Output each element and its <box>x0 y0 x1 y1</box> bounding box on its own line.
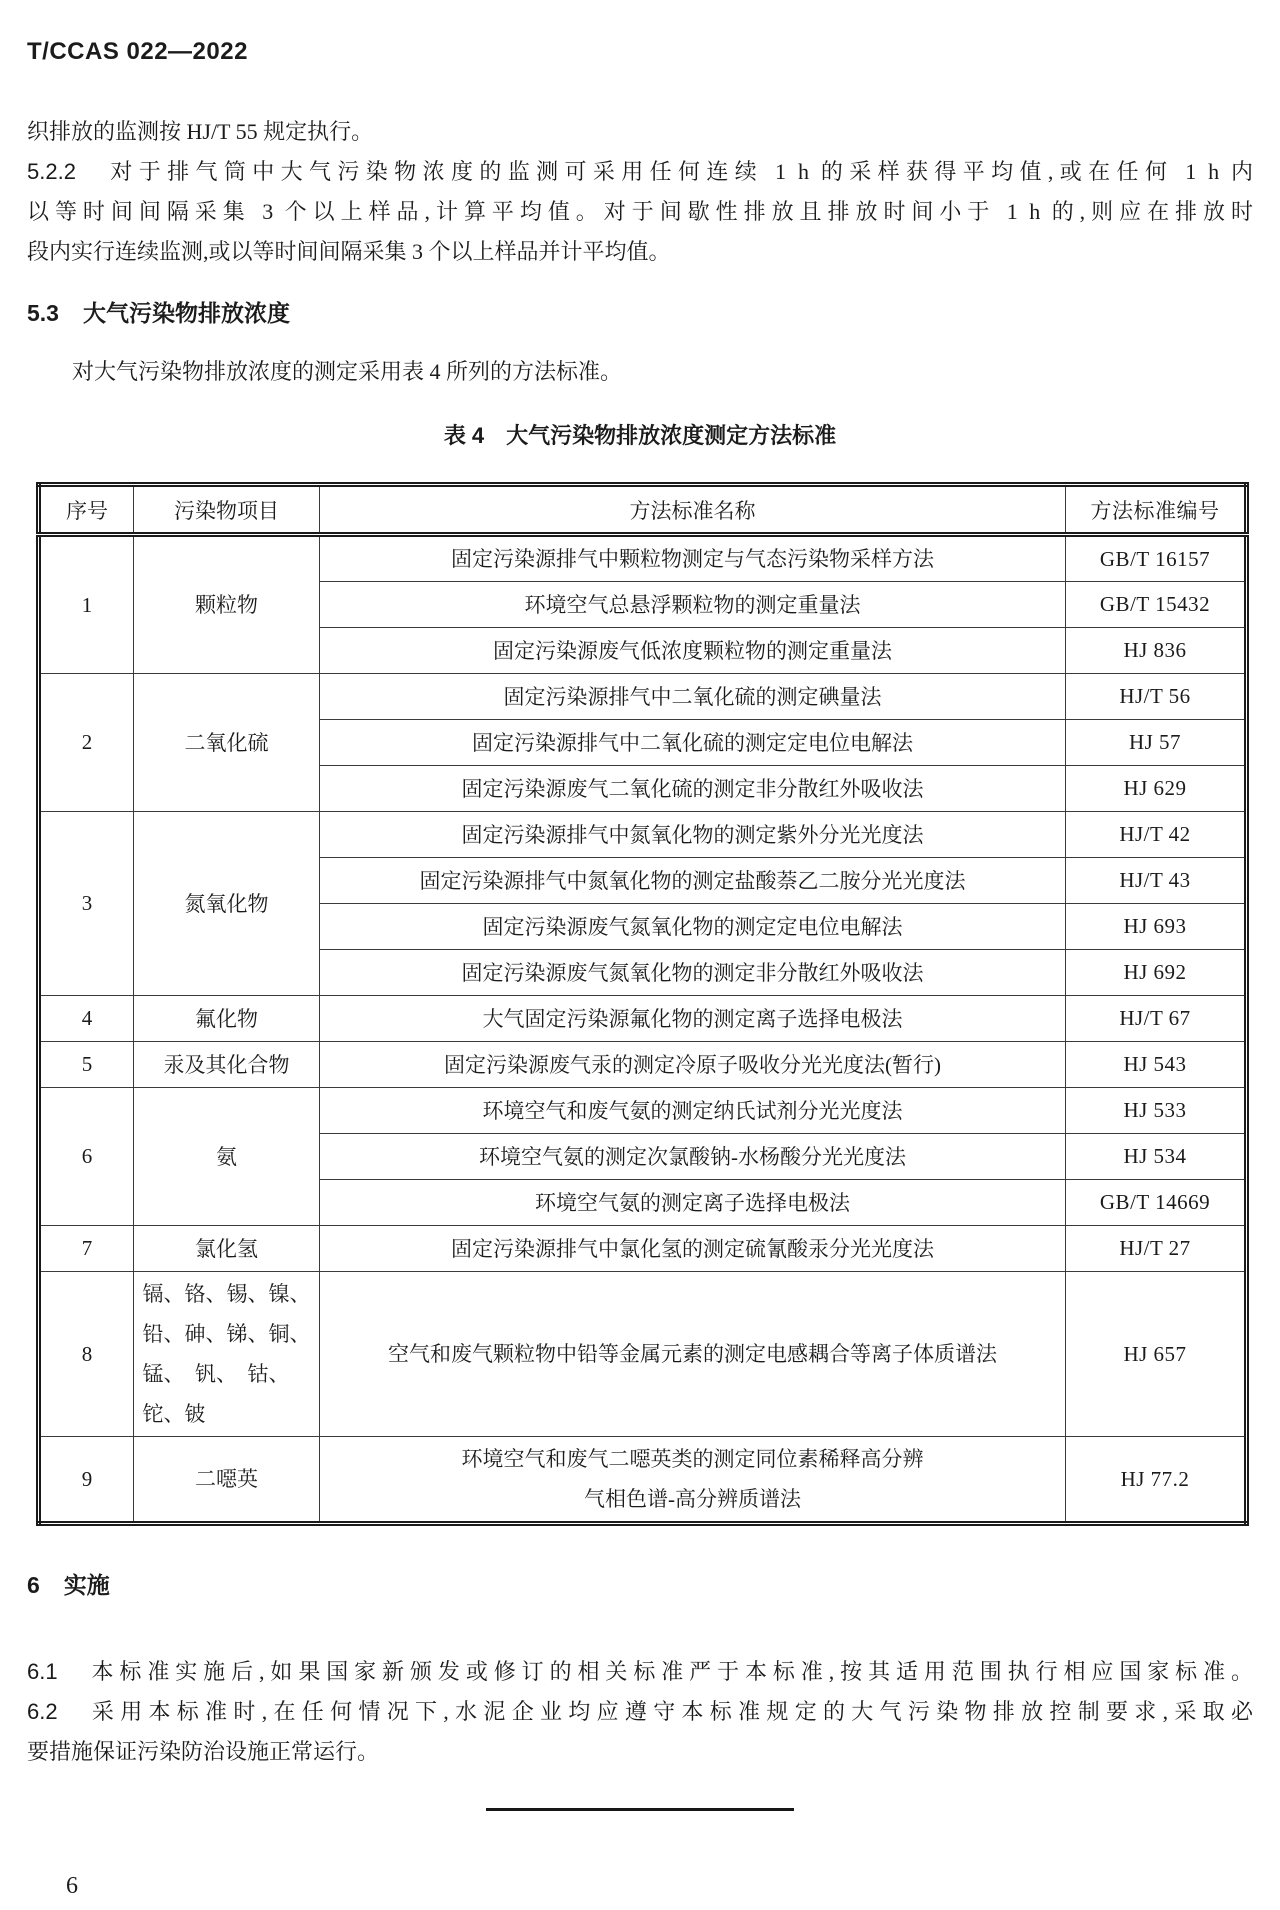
table-row <box>39 1272 1247 1437</box>
method-name-cell: 环境空气氨的测定离子选择电极法 <box>320 1180 1066 1226</box>
clause-number: 6.1 <box>27 1659 58 1684</box>
col-header-method-name: 方法标准名称 <box>320 485 1066 535</box>
page-number: 6 <box>66 1873 78 1899</box>
pollutant-cell: 氯化氢 <box>134 1226 320 1272</box>
method-name-cell: 固定污染源排气中颗粒物测定与气态污染物采样方法 <box>320 535 1066 582</box>
table-row <box>39 535 1247 582</box>
method-name-cell: 固定污染源废气氮氧化物的测定非分散红外吸收法 <box>320 950 1066 996</box>
method-name-cell: 固定污染源废气氮氧化物的测定定电位电解法 <box>320 904 1066 950</box>
col-header-method-code: 方法标准编号 <box>1066 485 1247 535</box>
table-intro-sentence: 对大气污染物排放浓度的测定采用表 4 所列的方法标准。 <box>72 359 623 384</box>
method-code-cell: HJ 57 <box>1066 720 1247 766</box>
method-name-cell: 环境空气和废气氨的测定纳氏试剂分光光度法 <box>320 1088 1066 1134</box>
method-name-cell: 固定污染源废气汞的测定冷原子吸收分光光度法(暂行) <box>320 1042 1066 1088</box>
pollutant-cell: 汞及其化合物 <box>134 1042 320 1088</box>
col-header-pollutant: 污染物项目 <box>134 485 320 535</box>
pollutant-cell: 镉、铬、锡、镍、 铅、砷、锑、铜、 锰、 钒、 钴、 铊、铍 <box>134 1272 320 1437</box>
methods-table-body <box>39 535 1247 1524</box>
method-code-cell: GB/T 14669 <box>1066 1180 1247 1226</box>
row-number-cell: 4 <box>39 996 134 1042</box>
row-number-cell: 1 <box>39 535 134 674</box>
paragraph-carryover: 织排放的监测按 HJ/T 55 规定执行。 <box>27 119 374 144</box>
table-row <box>39 1088 1247 1134</box>
table-header-row <box>39 485 1247 535</box>
section-number: 6 <box>27 1572 40 1598</box>
method-code-cell: GB/T 15432 <box>1066 582 1247 628</box>
table-4-methods <box>36 482 1249 1526</box>
row-number-cell: 2 <box>39 674 134 812</box>
method-code-cell: HJ 534 <box>1066 1134 1247 1180</box>
method-name-cell: 固定污染源排气中氮氧化物的测定紫外分光光度法 <box>320 812 1066 858</box>
method-code-cell: HJ 77.2 <box>1066 1437 1247 1524</box>
method-name-cell: 大气固定污染源氟化物的测定离子选择电极法 <box>320 996 1066 1042</box>
clause-5-2-2-line-1 <box>27 152 1253 192</box>
clause-text: 采用本标准时,在任何情况下,水泥企业均应遵守本标准规定的大气污染物排放控制要求,采取必 <box>85 1699 1253 1724</box>
section-5-3-heading <box>27 298 1253 328</box>
method-code-cell: HJ/T 43 <box>1066 858 1247 904</box>
method-name-cell: 固定污染源排气中氮氧化物的测定盐酸萘乙二胺分光光度法 <box>320 858 1066 904</box>
col-header-no: 序号 <box>39 485 134 535</box>
method-code-cell: HJ 533 <box>1066 1088 1247 1134</box>
clause-6-1 <box>27 1652 1253 1692</box>
method-code-cell: HJ/T 42 <box>1066 812 1247 858</box>
method-code-cell: HJ 629 <box>1066 766 1247 812</box>
method-code-cell: HJ 657 <box>1066 1272 1247 1437</box>
pollutant-cell: 颗粒物 <box>134 535 320 674</box>
pollutant-cell: 氟化物 <box>134 996 320 1042</box>
section-number: 5.3 <box>27 300 59 326</box>
row-number-cell: 6 <box>39 1088 134 1226</box>
pollutant-cell: 氨 <box>134 1088 320 1226</box>
pollutant-cell: 氮氧化物 <box>134 812 320 996</box>
method-code-cell: GB/T 16157 <box>1066 535 1247 582</box>
pollutant-cell: 二氧化硫 <box>134 674 320 812</box>
method-code-cell: HJ 543 <box>1066 1042 1247 1088</box>
method-name-cell: 固定污染源排气中二氧化硫的测定定电位电解法 <box>320 720 1066 766</box>
row-number-cell: 5 <box>39 1042 134 1088</box>
method-code-cell: HJ/T 56 <box>1066 674 1247 720</box>
clause-5-2-2 <box>27 152 1253 272</box>
section-6-heading <box>27 1570 1253 1600</box>
clause-text: 对于排气筒中大气污染物浓度的监测可采用任何连续 1 h 的采样获得平均值,或在任何 1 h 内 <box>103 159 1253 184</box>
method-name-cell: 环境空气和废气二噁英类的测定同位素稀释高分辨 气相色谱-高分辨质谱法 <box>320 1437 1066 1524</box>
method-name-cell: 环境空气氨的测定次氯酸钠-水杨酸分光光度法 <box>320 1134 1066 1180</box>
end-of-text-divider <box>486 1808 794 1811</box>
method-code-cell: HJ/T 27 <box>1066 1226 1247 1272</box>
clause-6-1-line-1 <box>27 1652 1253 1692</box>
method-name-cell: 空气和废气颗粒物中铅等金属元素的测定电感耦合等离子体质谱法 <box>320 1272 1066 1437</box>
clause-6-2-line-1 <box>27 1692 1253 1732</box>
method-code-cell: HJ 692 <box>1066 950 1247 996</box>
table-row <box>39 996 1247 1042</box>
method-name-cell: 环境空气总悬浮颗粒物的测定重量法 <box>320 582 1066 628</box>
standard-code-header: T/CCAS 022—2022 <box>27 38 248 65</box>
table-row <box>39 1226 1247 1272</box>
clause-6-2 <box>27 1692 1253 1772</box>
table-row <box>39 1042 1247 1088</box>
method-code-cell: HJ 693 <box>1066 904 1247 950</box>
table-row <box>39 674 1247 720</box>
clause-number: 6.2 <box>27 1699 58 1724</box>
section-title: 大气污染物排放浓度 <box>82 300 290 326</box>
table-row <box>39 812 1247 858</box>
clause-6-2-line-2: 要措施保证污染防治设施正常运行。 <box>27 1739 380 1764</box>
row-number-cell: 9 <box>39 1437 134 1524</box>
table-title: 表 4 大气污染物排放浓度测定方法标准 <box>443 423 837 448</box>
method-name-cell: 固定污染源排气中氯化氢的测定硫氰酸汞分光光度法 <box>320 1226 1066 1272</box>
clause-text: 本标准实施后,如果国家新颁发或修订的相关标准严于本标准,按其适用范围执行相应国家标准。 <box>85 1659 1253 1684</box>
clause-5-2-2-line-2: 以等时间间隔采集 3 个以上样品,计算平均值。对于间歇性排放且排放时间小于 1 h 的,则应在排放时 <box>27 199 1253 224</box>
method-name-cell: 固定污染源废气二氧化硫的测定非分散红外吸收法 <box>320 766 1066 812</box>
table-row <box>39 1437 1247 1524</box>
row-number-cell: 8 <box>39 1272 134 1437</box>
pollutant-cell: 二噁英 <box>134 1437 320 1524</box>
method-code-cell: HJ/T 67 <box>1066 996 1247 1042</box>
clause-5-2-2-line-3: 段内实行连续监测,或以等时间间隔采集 3 个以上样品并计平均值。 <box>27 239 671 264</box>
section-title: 实施 <box>63 1572 110 1598</box>
row-number-cell: 3 <box>39 812 134 996</box>
method-code-cell: HJ 836 <box>1066 628 1247 674</box>
method-name-cell: 固定污染源废气低浓度颗粒物的测定重量法 <box>320 628 1066 674</box>
row-number-cell: 7 <box>39 1226 134 1272</box>
clause-number: 5.2.2 <box>27 159 76 184</box>
method-name-cell: 固定污染源排气中二氧化硫的测定碘量法 <box>320 674 1066 720</box>
